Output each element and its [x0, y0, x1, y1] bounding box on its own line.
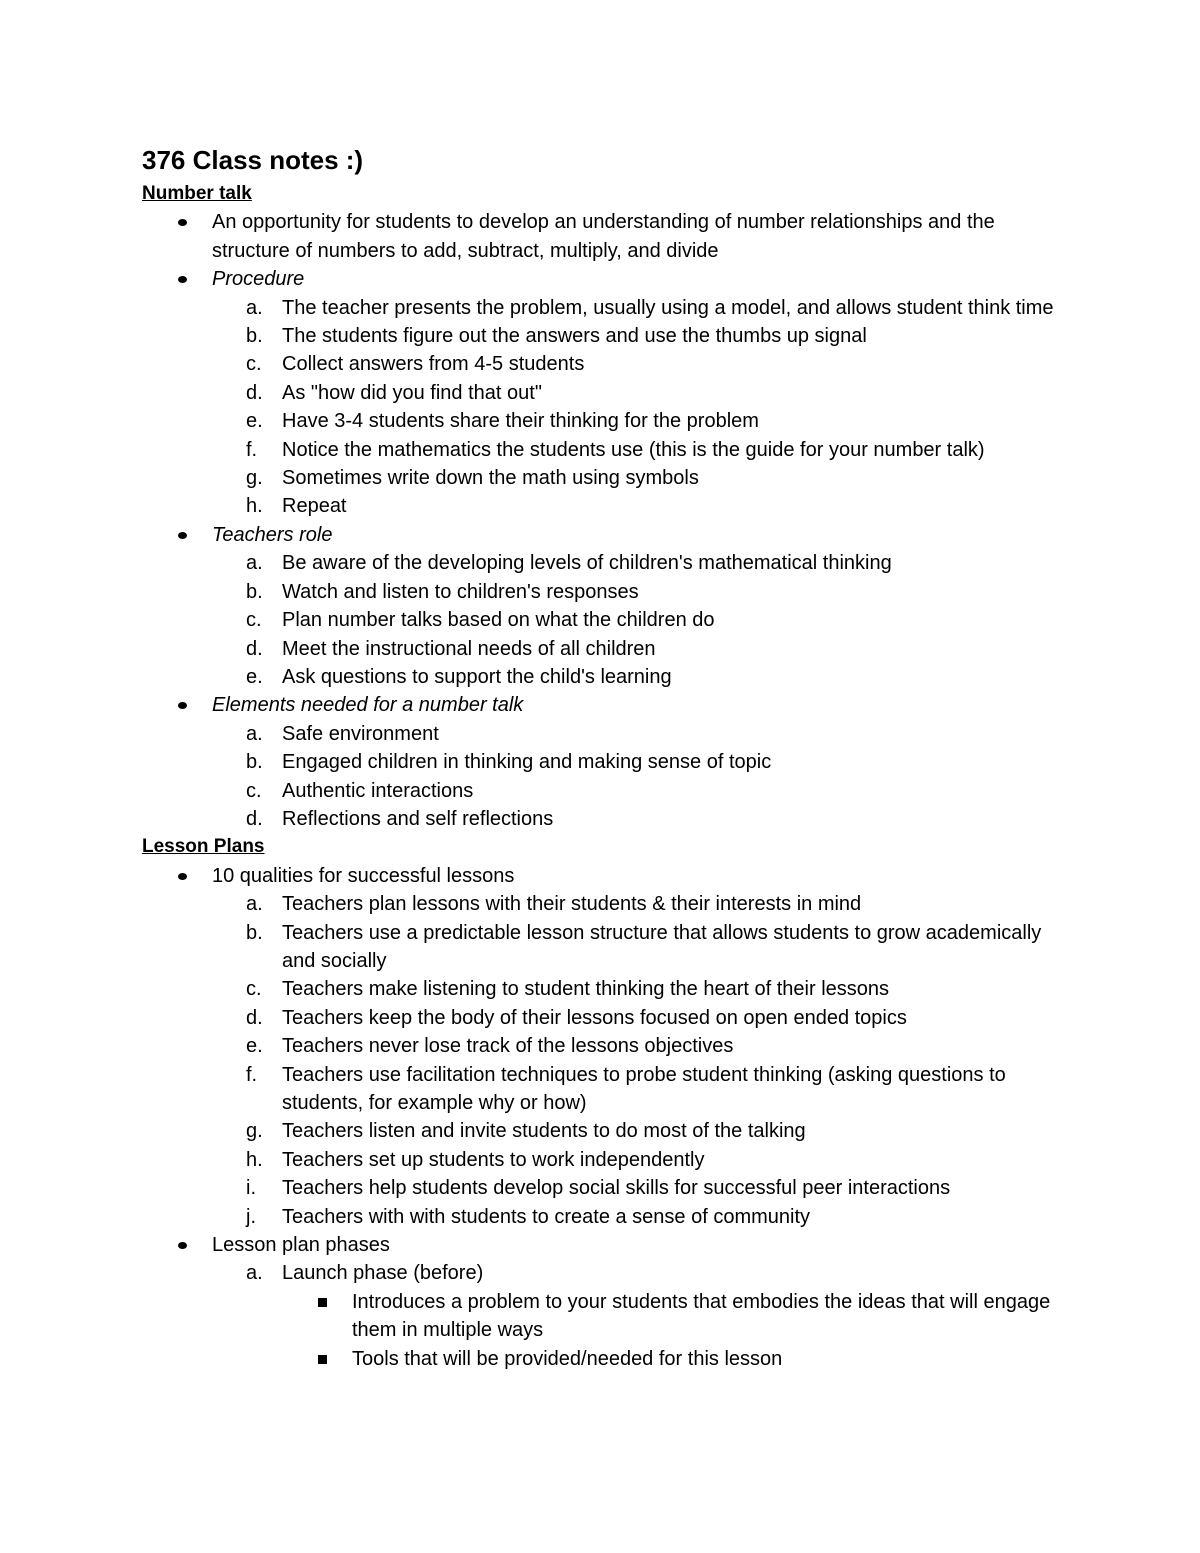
list-item: b. Engaged children in thinking and making sense of topic: [142, 748, 1072, 776]
list-marker: e.: [246, 665, 263, 688]
list-item: a. Launch phase (before) Introduces a problem to your students that embodies the ideas that will engage them in multiple ways Tools that will be provided/needed for this lesson: [142, 1259, 1072, 1373]
document-content: [142, 140, 1072, 1373]
bullet-item: An opportunity for students to develop an understanding of number relationships and the structure of numbers to add, subtract, multiply, and divide: [142, 208, 1072, 265]
list-marker: a.: [246, 722, 263, 745]
square-bullet-icon: [318, 1355, 327, 1364]
list-item: a. Safe environment: [142, 720, 1072, 748]
list-marker: g.: [246, 1120, 263, 1143]
list-item: h. Repeat: [142, 492, 1072, 520]
list-marker: b.: [246, 751, 263, 774]
list-marker: h.: [246, 495, 263, 518]
bullet-icon: [178, 702, 187, 709]
list-item: c. Plan number talks based on what the children do: [142, 606, 1072, 634]
bullet-icon: [178, 219, 187, 226]
bullet-list: [142, 862, 1072, 1373]
list-item: a. Teachers plan lessons with their students & their interests in mind: [142, 890, 1072, 918]
section-heading: Number talk: [142, 183, 252, 204]
list-item: d. Meet the instructional needs of all children: [142, 635, 1072, 663]
list-item: b. Watch and listen to children's responses: [142, 578, 1072, 606]
list-marker: i.: [246, 1177, 256, 1200]
list-item: g. Teachers listen and invite students to do most of the talking: [142, 1117, 1072, 1145]
bullet-icon: [178, 276, 187, 283]
list-marker: h.: [246, 1148, 263, 1171]
list-marker: e.: [246, 1035, 263, 1058]
list-marker: j.: [246, 1205, 256, 1228]
list-item: Introduces a problem to your students that embodies the ideas that will engage them in multiple ways: [142, 1288, 1072, 1345]
list-item: f. Teachers use facilitation techniques to probe student thinking (asking questions to students, for example why or how): [142, 1061, 1072, 1118]
bullet-item-qualities: 10 qualities for successful lessons a. Teachers plan lessons with their students & their interests in mind b. Teachers use a predictable lesson structure that allows students to grow academically and socially c. Teachers make listening to student thinking the heart of their lessons d. Teachers keep the body of their lessons focused on open ended topics e. Teachers never lose track of the lessons objectives f. Teachers use facilitation techniques to probe student thinking (asking questions to students, for example why or how) g. Teachers listen and invite students to do most of the talking h. Teachers set up students to work independently i. Teachers help students develop social skills for successful peer interactions j. Teachers with with students to create a sense of community: [142, 862, 1072, 1231]
sub-sub-list: [282, 1288, 1072, 1373]
section-heading: Lesson Plans: [142, 836, 265, 858]
list-marker: d.: [246, 381, 263, 404]
list-item: b. The students figure out the answers and use the thumbs up signal: [142, 322, 1072, 350]
list-marker: d.: [246, 1006, 263, 1029]
list-item: a. Be aware of the developing levels of children's mathematical thinking: [142, 549, 1072, 577]
list-marker: a.: [246, 893, 263, 916]
list-item: c. Teachers make listening to student thinking the heart of their lessons: [142, 975, 1072, 1003]
list-marker: b.: [246, 325, 263, 348]
list-item: j. Teachers with with students to create a sense of community: [142, 1203, 1072, 1231]
bullet-icon: [178, 873, 187, 880]
list-item: d. As "how did you find that out": [142, 379, 1072, 407]
list-item: f. Notice the mathematics the students use (this is the guide for your number talk): [142, 436, 1072, 464]
list-item: e. Teachers never lose track of the lessons objectives: [142, 1032, 1072, 1060]
list-marker: a.: [246, 296, 263, 319]
list-item: b. Teachers use a predictable lesson structure that allows students to grow academically and socially: [142, 919, 1072, 976]
list-marker: c.: [246, 779, 262, 802]
list-marker: d.: [246, 807, 263, 830]
list-item: c. Collect answers from 4-5 students: [142, 350, 1072, 378]
list-marker: c.: [246, 978, 262, 1001]
list-marker: f.: [246, 1063, 258, 1086]
list-item: d. Reflections and self reflections: [142, 805, 1072, 833]
list-item: c. Authentic interactions: [142, 777, 1072, 805]
list-item: e. Have 3-4 students share their thinking for the problem: [142, 407, 1072, 435]
bullet-item-procedure: Procedure a. The teacher presents the problem, usually using a model, and allows student think time b. The students figure out the answers and use the thumbs up signal c. Collect answers from 4-5 students d. As "how did you find that out" e. Have 3-4 students share their thinking for the problem f. Notice the mathematics the students use (this is the guide for your number talk) g. Sometimes write down the math using symbols h. Repeat: [142, 265, 1072, 521]
list-item: a. The teacher presents the problem, usually using a model, and allows student think time: [142, 294, 1072, 322]
square-bullet-icon: [318, 1298, 327, 1307]
page-title: 376 Class notes :): [142, 145, 364, 175]
list-marker: a.: [246, 1262, 263, 1285]
list-marker: b.: [246, 921, 263, 944]
list-marker: e.: [246, 410, 263, 433]
bullet-icon: [178, 1242, 187, 1249]
list-item: i. Teachers help students develop social skills for successful peer interactions: [142, 1174, 1072, 1202]
section-number-talk: [142, 180, 1072, 833]
bullet-item-teachers-role: Teachers role a. Be aware of the developing levels of children's mathematical thinking b. Watch and listen to children's responses c. Plan number talks based on what the children do d. Meet the instructional needs of all children e. Ask questions to support the child's learning: [142, 521, 1072, 691]
sub-list: [212, 294, 1072, 521]
bullet-list: [142, 208, 1072, 833]
list-marker: g.: [246, 467, 263, 490]
list-marker: a.: [246, 552, 263, 575]
bullet-icon: [178, 532, 187, 539]
list-marker: b.: [246, 580, 263, 603]
section-lesson-plans: [142, 833, 1072, 1373]
sub-list: [212, 890, 1072, 1231]
list-item: g. Sometimes write down the math using symbols: [142, 464, 1072, 492]
list-item: Tools that will be provided/needed for this lesson: [142, 1345, 1072, 1373]
list-marker: c.: [246, 609, 262, 632]
list-marker: f.: [246, 438, 258, 461]
sub-list: [212, 720, 1072, 834]
list-marker: d.: [246, 637, 263, 660]
list-marker: c.: [246, 353, 262, 376]
sub-list: [212, 1259, 1072, 1373]
list-item: d. Teachers keep the body of their lessons focused on open ended topics: [142, 1004, 1072, 1032]
list-item: h. Teachers set up students to work independently: [142, 1146, 1072, 1174]
bullet-item-phases: Lesson plan phases a. Launch phase (before) Introduces a problem to your students that embodies the ideas that will engage them in multiple ways Tools that will be provided/needed for this lesson: [142, 1231, 1072, 1373]
list-item: e. Ask questions to support the child's learning: [142, 663, 1072, 691]
bullet-item-elements: Elements needed for a number talk a. Safe environment b. Engaged children in thinking and making sense of topic c. Authentic interactions d. Reflections and self reflections: [142, 691, 1072, 833]
sub-list: [212, 549, 1072, 691]
